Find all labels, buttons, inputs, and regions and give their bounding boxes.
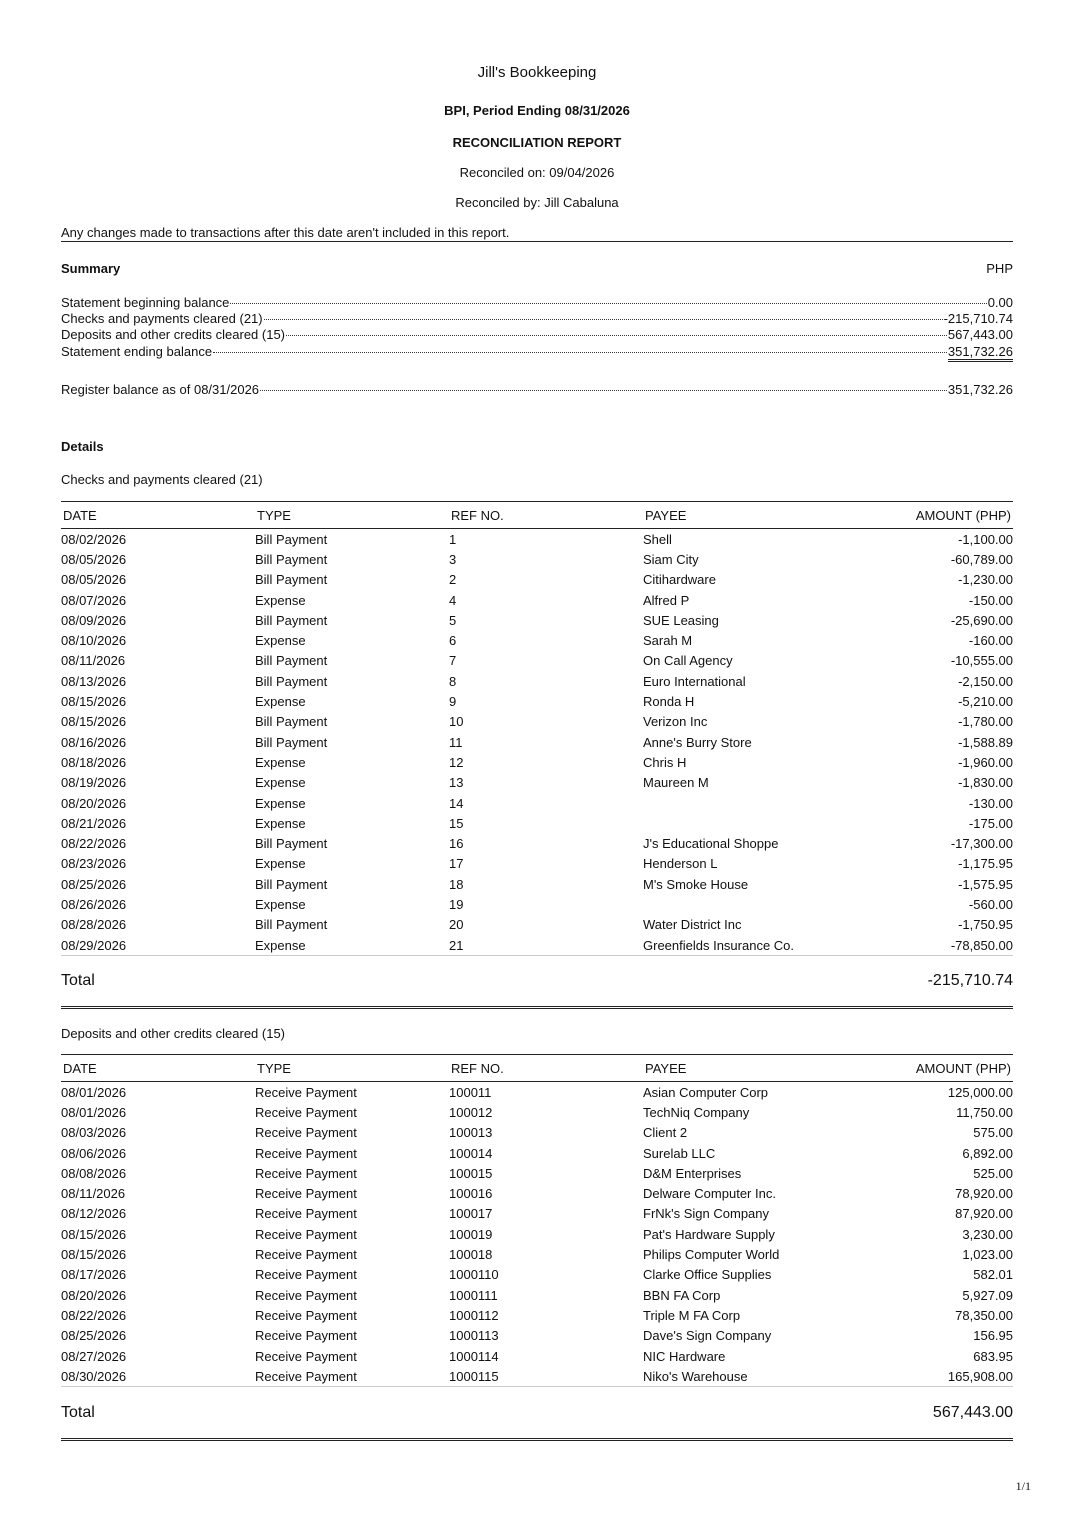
cell-date: 08/13/2026: [61, 673, 127, 689]
summary-line-label: Checks and payments cleared (21): [61, 311, 263, 326]
cell-type: Receive Payment: [255, 1084, 357, 1100]
cell-amount: 156.95: [973, 1328, 1013, 1344]
cell-type: Bill Payment: [255, 673, 328, 689]
cell-payee: Siam City: [643, 551, 699, 567]
cell-payee: Sarah M: [643, 633, 693, 649]
cell-amount: 5,927.09: [962, 1287, 1013, 1303]
column-header-payee: PAYEE: [643, 1055, 867, 1082]
table-header-row: [61, 1055, 1013, 1082]
cell-ref: 100018: [449, 1247, 493, 1263]
cell-type: Expense: [255, 592, 306, 608]
cell-ref: 100019: [449, 1226, 493, 1242]
cell-date: 08/22/2026: [61, 1307, 127, 1323]
dot-leader: [230, 303, 986, 304]
cell-ref: 100015: [449, 1165, 493, 1181]
report-notice: Any changes made to transactions after this date aren't included in this report.: [61, 225, 1013, 242]
cell-amount: 1,023.00: [962, 1247, 1013, 1263]
cell-ref: 3: [449, 551, 457, 567]
cell-payee: BBN FA Corp: [643, 1287, 721, 1303]
cell-type: Bill Payment: [255, 572, 328, 588]
cell-payee: J's Educational Shoppe: [643, 836, 779, 852]
table-row: [61, 1224, 1013, 1244]
cell-date: 08/11/2026: [61, 653, 126, 669]
cell-type: Expense: [255, 775, 306, 791]
table-row: [61, 773, 1013, 793]
cell-date: 08/06/2026: [61, 1145, 127, 1161]
cell-amount: -1,575.95: [958, 876, 1013, 892]
cell-payee: Philips Computer World: [643, 1247, 780, 1263]
cell-amount: -1,750.95: [958, 917, 1013, 933]
company-name: Jill's Bookkeeping: [477, 64, 597, 81]
cell-payee: Alfred P: [643, 592, 690, 608]
cell-date: 08/12/2026: [61, 1206, 127, 1222]
cell-amount: 525.00: [973, 1165, 1013, 1181]
cell-date: 08/15/2026: [61, 714, 127, 730]
cell-type: Receive Payment: [255, 1366, 449, 1387]
cell-payee: Shell: [643, 531, 672, 547]
deposits-table-body: [61, 1082, 1013, 1387]
summary-line-checks: [61, 311, 1013, 327]
summary-title: Summary: [61, 261, 121, 276]
cell-ref: 2: [449, 572, 457, 588]
cell-ref: 1000113: [449, 1328, 499, 1344]
register-balance-value: 351,732.26: [947, 382, 1013, 397]
cell-payee: D&M Enterprises: [643, 1165, 742, 1181]
summary-line-value: 0.00: [987, 295, 1013, 310]
cell-type: Bill Payment: [255, 714, 328, 730]
cell-payee: Maureen M: [643, 775, 709, 791]
cell-type: Expense: [255, 754, 306, 770]
cell-date: 08/01/2026: [61, 1084, 127, 1100]
cell-type: Receive Payment: [255, 1226, 357, 1242]
cell-date: 08/25/2026: [61, 1328, 127, 1344]
cell-type: Bill Payment: [255, 876, 328, 892]
cell-date: 08/25/2026: [61, 876, 127, 892]
table-row: [61, 915, 1013, 935]
cell-type: Receive Payment: [255, 1125, 357, 1141]
cell-type: Bill Payment: [255, 551, 328, 567]
cell-payee: Greenfields Insurance Co.: [643, 935, 867, 956]
cell-payee: Chris H: [643, 754, 687, 770]
cell-ref: 100017: [449, 1206, 493, 1222]
cell-ref: 7: [449, 653, 457, 669]
cell-type: Receive Payment: [255, 1145, 357, 1161]
cell-amount: 3,230.00: [962, 1226, 1013, 1242]
cell-payee: Water District Inc: [643, 917, 742, 933]
column-header-amount: AMOUNT (PHP): [867, 1055, 1013, 1082]
cell-amount: -175.00: [968, 815, 1013, 831]
total-value: -215,710.74: [927, 972, 1013, 989]
table-row: [61, 854, 1013, 874]
table-row: [61, 1326, 1013, 1346]
cell-amount: -1,960.00: [958, 754, 1013, 770]
register-balance-label: Register balance as of 08/31/2026: [61, 382, 260, 397]
cell-date: 08/26/2026: [61, 896, 127, 912]
summary-line-label: Statement beginning balance: [61, 295, 230, 310]
cell-type: Expense: [255, 694, 306, 710]
cell-amount: 582.01: [973, 1267, 1013, 1283]
cell-date: 08/08/2026: [61, 1165, 127, 1181]
cell-ref: 6: [449, 633, 457, 649]
cell-ref: 18: [449, 876, 464, 892]
cell-type: Expense: [255, 815, 306, 831]
cell-amount: -2,150.00: [958, 673, 1013, 689]
cell-payee: Surelab LLC: [643, 1145, 716, 1161]
cell-type: Expense: [255, 795, 306, 811]
column-header-type: TYPE: [255, 1055, 449, 1082]
cell-payee: Euro International: [643, 673, 746, 689]
cell-ref: 16: [449, 836, 464, 852]
cell-date: 08/03/2026: [61, 1125, 127, 1141]
cell-payee: Citihardware: [643, 572, 716, 588]
cell-ref: 1: [449, 531, 457, 547]
total-label: Total: [61, 1404, 95, 1421]
column-header-type: TYPE: [255, 502, 449, 529]
cell-ref: 100012: [449, 1104, 493, 1120]
cell-payee: Asian Computer Corp: [643, 1084, 768, 1100]
summary-line-value: -215,710.74: [943, 311, 1013, 326]
cell-ref: 100013: [449, 1125, 493, 1141]
cell-date: 08/19/2026: [61, 775, 127, 791]
cell-type: Bill Payment: [255, 836, 328, 852]
register-balance-line: [61, 382, 1013, 398]
dot-leader: [286, 335, 947, 336]
report-period: BPI, Period Ending 08/31/2026: [444, 103, 630, 118]
cell-amount: -60,789.00: [950, 551, 1013, 567]
column-header-date: DATE: [61, 502, 255, 529]
cell-date: 08/21/2026: [61, 815, 127, 831]
cell-amount: -1,588.89: [958, 734, 1013, 750]
table-row: [61, 1244, 1013, 1264]
cell-date: 08/30/2026: [61, 1366, 255, 1387]
table-row: [61, 1346, 1013, 1366]
cell-date: 08/29/2026: [61, 935, 255, 956]
cell-date: 08/20/2026: [61, 1287, 127, 1303]
cell-amount: -5,210.00: [958, 694, 1013, 710]
column-header-date: DATE: [61, 1055, 255, 1082]
cell-payee: [643, 793, 867, 813]
report-title: RECONCILIATION REPORT: [452, 135, 622, 150]
cell-date: 08/15/2026: [61, 694, 127, 710]
cell-payee: Client 2: [643, 1125, 688, 1141]
cell-ref: 100011: [449, 1084, 492, 1100]
cell-date: 08/05/2026: [61, 572, 127, 588]
cell-type: Expense: [255, 633, 306, 649]
dot-leader: [264, 319, 943, 320]
table-row: [61, 610, 1013, 630]
cell-ref: 10: [449, 714, 464, 730]
dot-leader: [213, 352, 947, 353]
cell-ref: 4: [449, 592, 457, 608]
cell-amount: -25,690.00: [950, 612, 1013, 628]
cell-amount: -130.00: [968, 795, 1013, 811]
cell-type: Bill Payment: [255, 531, 328, 547]
cell-date: 08/15/2026: [61, 1247, 127, 1263]
table-row: [61, 1366, 1013, 1387]
cell-amount: -150.00: [968, 592, 1013, 608]
table-row: [61, 833, 1013, 853]
cell-amount: -560.00: [968, 896, 1013, 912]
table-row: [61, 529, 1013, 550]
summary-line-label: Statement ending balance: [61, 344, 213, 359]
table-row: [61, 1163, 1013, 1183]
cell-type: Receive Payment: [255, 1328, 357, 1344]
cell-payee: Dave's Sign Company: [643, 1328, 772, 1344]
table-row: [61, 894, 1013, 914]
cell-amount: 683.95: [973, 1348, 1013, 1364]
cell-date: 08/16/2026: [61, 734, 127, 750]
cell-payee: Ronda H: [643, 694, 695, 710]
page-number: 1/1: [1015, 1479, 1031, 1493]
cell-ref: 19: [449, 896, 464, 912]
cell-type: Bill Payment: [255, 653, 328, 669]
cell-date: 08/01/2026: [61, 1104, 127, 1120]
table-row: [61, 630, 1013, 650]
table-header-row: [61, 502, 1013, 529]
cell-amount: 165,908.00: [867, 1366, 1013, 1387]
cell-payee: Pat's Hardware Supply: [643, 1226, 775, 1242]
cell-payee: NIC Hardware: [643, 1348, 726, 1364]
cell-date: 08/28/2026: [61, 917, 127, 933]
cell-amount: -10,555.00: [950, 653, 1013, 669]
deposits-total-row: [61, 1404, 1013, 1441]
cell-ref: 1000111: [449, 1287, 498, 1303]
cell-date: 08/05/2026: [61, 551, 127, 567]
cell-amount: 125,000.00: [947, 1084, 1013, 1100]
cell-amount: -1,830.00: [958, 775, 1013, 791]
summary-line-value: 567,443.00: [947, 327, 1013, 342]
reconciled-on: Reconciled on: 09/04/2026: [459, 165, 615, 180]
cell-date: 08/22/2026: [61, 836, 127, 852]
total-label: Total: [61, 972, 95, 989]
cell-ref: 100016: [449, 1186, 493, 1202]
cell-payee: M's Smoke House: [643, 876, 749, 892]
cell-amount: 6,892.00: [962, 1145, 1013, 1161]
cell-date: 08/17/2026: [61, 1267, 127, 1283]
cell-ref: 1000114: [449, 1348, 499, 1364]
cell-amount: -160.00: [968, 633, 1013, 649]
cell-ref: 5: [449, 612, 457, 628]
cell-type: Receive Payment: [255, 1186, 357, 1202]
cell-payee: FrNk's Sign Company: [643, 1206, 770, 1222]
cell-type: Receive Payment: [255, 1348, 357, 1364]
table-row: [61, 1183, 1013, 1203]
cell-type: Expense: [255, 856, 306, 872]
cell-payee: [643, 894, 867, 914]
cell-date: 08/27/2026: [61, 1348, 127, 1364]
cell-payee: Verizon Inc: [643, 714, 708, 730]
cell-payee: Delware Computer Inc.: [643, 1186, 776, 1202]
cell-type: Receive Payment: [255, 1307, 357, 1323]
summary-line-ending: [61, 344, 1013, 362]
cell-type: Receive Payment: [255, 1206, 357, 1222]
cell-ref: 17: [449, 856, 464, 872]
table-row: [61, 935, 1013, 956]
cell-amount: -78,850.00: [867, 935, 1013, 956]
cell-payee: On Call Agency: [643, 653, 733, 669]
table-row: [61, 671, 1013, 691]
cell-amount: 78,350.00: [955, 1307, 1013, 1323]
table-row: [61, 793, 1013, 813]
cell-payee: Clarke Office Supplies: [643, 1267, 772, 1283]
cell-payee: Anne's Burry Store: [643, 734, 752, 750]
cell-type: Bill Payment: [255, 612, 328, 628]
cell-ref: 1000112: [449, 1307, 499, 1323]
column-header-payee: PAYEE: [643, 502, 867, 529]
cell-date: 08/11/2026: [61, 1186, 126, 1202]
cell-amount: -1,100.00: [958, 531, 1013, 547]
cell-type: Receive Payment: [255, 1287, 357, 1303]
cell-date: 08/18/2026: [61, 754, 127, 770]
cell-date: 08/09/2026: [61, 612, 127, 628]
table-row: [61, 1082, 1013, 1103]
checks-table: [61, 501, 1013, 956]
cell-ref: 100014: [449, 1145, 493, 1161]
cell-ref: 20: [449, 917, 464, 933]
table-row: [61, 813, 1013, 833]
table-row: [61, 752, 1013, 772]
table-row: [61, 1123, 1013, 1143]
cell-ref: 1000115: [449, 1366, 643, 1387]
cell-type: Expense: [255, 935, 449, 956]
cell-amount: 575.00: [973, 1125, 1013, 1141]
total-value: 567,443.00: [932, 1404, 1013, 1421]
cell-payee: [643, 813, 867, 833]
cell-ref: 1000110: [449, 1267, 499, 1283]
table-row: [61, 691, 1013, 711]
cell-payee: Henderson L: [643, 856, 718, 872]
summary-currency: PHP: [986, 261, 1013, 276]
cell-payee: Niko's Warehouse: [643, 1366, 867, 1387]
cell-date: 08/23/2026: [61, 856, 127, 872]
summary-line-value: 351,732.26: [948, 345, 1013, 362]
column-header-ref: REF NO.: [449, 502, 643, 529]
table-row: [61, 549, 1013, 569]
cell-payee: SUE Leasing: [643, 612, 719, 628]
cell-amount: 87,920.00: [955, 1206, 1013, 1222]
cell-ref: 12: [449, 754, 464, 770]
checks-section-title: Checks and payments cleared (21): [61, 472, 263, 487]
cell-type: Receive Payment: [255, 1165, 357, 1181]
cell-ref: 13: [449, 775, 464, 791]
column-header-amount: AMOUNT (PHP): [867, 502, 1013, 529]
dot-leader: [260, 390, 947, 391]
deposits-table: [61, 1054, 1013, 1387]
summary-line-beginning: [61, 295, 1013, 311]
cell-ref: 15: [449, 815, 464, 831]
table-row: [61, 1143, 1013, 1163]
cell-ref: 21: [449, 935, 643, 956]
cell-ref: 14: [449, 795, 464, 811]
cell-date: 08/10/2026: [61, 633, 127, 649]
table-row: [61, 1305, 1013, 1325]
summary-line-deposits: [61, 327, 1013, 343]
column-header-ref: REF NO.: [449, 1055, 643, 1082]
cell-type: Receive Payment: [255, 1247, 357, 1263]
table-row: [61, 732, 1013, 752]
table-row: [61, 1204, 1013, 1224]
cell-amount: -1,780.00: [958, 714, 1013, 730]
cell-amount: -1,175.95: [958, 856, 1013, 872]
checks-total-row: [61, 972, 1013, 1009]
cell-amount: 11,750.00: [956, 1104, 1013, 1120]
checks-table-body: [61, 529, 1013, 956]
cell-amount: -1,230.00: [958, 572, 1013, 588]
table-row: [61, 1102, 1013, 1122]
cell-amount: -17,300.00: [950, 836, 1013, 852]
cell-date: 08/15/2026: [61, 1226, 127, 1242]
table-row: [61, 651, 1013, 671]
details-title: Details: [61, 439, 104, 454]
deposits-section-title: Deposits and other credits cleared (15): [61, 1026, 286, 1041]
cell-payee: Triple M FA Corp: [643, 1307, 741, 1323]
cell-date: 08/20/2026: [61, 795, 127, 811]
cell-date: 08/02/2026: [61, 531, 127, 547]
reconciled-by: Reconciled by: Jill Cabaluna: [455, 195, 619, 210]
cell-type: Bill Payment: [255, 734, 328, 750]
cell-ref: 8: [449, 673, 457, 689]
table-row: [61, 590, 1013, 610]
table-row: [61, 570, 1013, 590]
table-row: [61, 712, 1013, 732]
cell-type: Receive Payment: [255, 1267, 357, 1283]
cell-type: Receive Payment: [255, 1104, 357, 1120]
table-row: [61, 1285, 1013, 1305]
cell-type: Expense: [255, 896, 306, 912]
cell-ref: 9: [449, 694, 457, 710]
cell-type: Bill Payment: [255, 917, 328, 933]
cell-payee: TechNiq Company: [643, 1104, 750, 1120]
table-row: [61, 1265, 1013, 1285]
table-row: [61, 874, 1013, 894]
cell-ref: 11: [449, 734, 463, 750]
cell-amount: 78,920.00: [955, 1186, 1013, 1202]
cell-date: 08/07/2026: [61, 592, 127, 608]
summary-line-label: Deposits and other credits cleared (15): [61, 327, 286, 342]
